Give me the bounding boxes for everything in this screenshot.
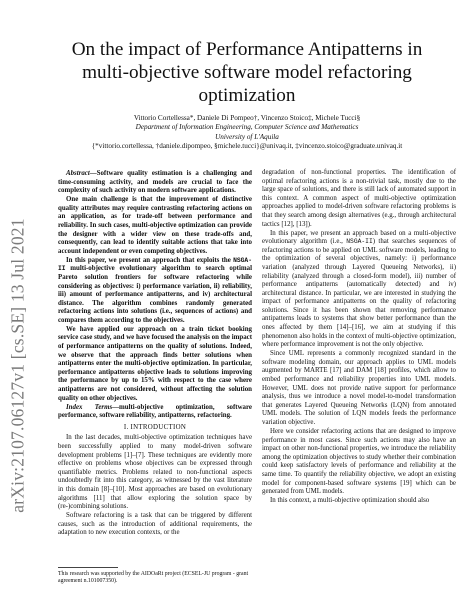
right-paragraph-1: degradation of non-functional properties. The identification of optimal refactoring actions is a non-trivial task, mostly due to the large space of solutions, and there is still lack of automated support in this context. A common aspect of multi-objective optimization approaches applied to model-driven software refactoring problems is that they search among design alternatives (e.g., through architectural tactics [12], [13]).	[262, 169, 456, 228]
abstract-p4: We have applied our approach on a train ticket booking service case study, and we have focused the analysis on the impact of performance antipatterns on the quality of solutions. Indeed, we observe that the approach finds better solutions when antipatterns enter the multi-objective optimization. In particular, performance antipatterns objective leads to solutions improving the performance by up to 15% with respect to the case where antipatterns are not considered, without affecting the solution quality on other objectives.	[58, 325, 252, 402]
arxiv-stamp	[3, 150, 33, 580]
abstract-p2: One main challenge is that the improvement of distinctive quality attributes may require contrasting refactoring actions on an application, as for trade-off between performance and reliability. In such cases, multi-objective optimization can provide the designer with a wider view on these trade-offs and, consequently, can lead to identify suitable actions that take into account independent or even competing objectives.	[58, 196, 252, 255]
abstract-p1: Abstract—Software quality estimation is a challenging and time-consuming activity, and models are crucial to face the complexity of such activity on modern software applications.	[58, 170, 252, 195]
right-paragraph-4: Here we consider refactoring actions that are designed to improve performance in most cases. Since such actions may also have an impact on other non-functional properties, we introduce the reliability among the optimization objectives to study whether their combination could keep satisfactory levels of performance and reliability at the same time. To quantify the reliability objective, we adopt an existing model for component-based software systems [19] which can be generated from UML models.	[262, 427, 456, 496]
left-column	[58, 170, 252, 538]
index-terms: Index Terms—multi-objective optimization, software performance, software reliability, antipatterns, refactoring.	[58, 403, 252, 420]
right-paragraph-2: In this paper, we present an approach based on a multi-objective evolutionary algorithm (i.e., NSGA-II) that searches sequences of refactoring actions to be applied on UML software models, leading to the optimization of several objectives, namely: i) performance variation (analyzed through Layered Queueing Networks), ii) reliability (analyzed through a closed-form model), iii) number of performance antipatterns (automatically detected) and iv) architectural distance. In particular, we are interested in studying the impact of performance antipatterns on the quality of refactoring solutions. Since it has been shown that removing performance antipatterns leads to systems that show better performance than the ones affected by them [14]–[16], we aim at studying if this phenomenon also holds in the context of multi-objective optimization, where performance improvement is not the only objective.	[262, 229, 456, 349]
author-block	[40, 114, 454, 152]
algorithm-name-2: NSGA-II	[346, 238, 373, 246]
footnote-rule	[58, 567, 118, 568]
abstract-label: Abstract	[66, 170, 90, 177]
arxiv-stamp-text: arXiv:2107.06127v1 [cs.SE] 13 Jul 2021	[7, 217, 28, 513]
index-terms-label: Index Terms	[66, 403, 113, 411]
footnote: This research was supported by the AIDOaRt project (ECSEL-JU program - grant agreement n.101007350).	[58, 571, 249, 585]
algorithm-name: NSGA-II	[58, 256, 252, 273]
author-names: Vittorio Cortellessa*, Daniele Di Pompeo†, Vincenzo Stoico‡, Michele Tucci§	[133, 114, 361, 122]
intro-paragraph-2: Software refactoring is a task that can be triggered by different causes, such as the introduction of additional requirements, the adaptation to new execution contexts, or the	[58, 512, 252, 537]
author-department: Department of Information Engineering, Computer Science and Mathematics	[135, 123, 359, 132]
right-column	[262, 169, 456, 506]
author-emails: {*vittorio.cortellessa, †daniele.dipompeo, §michele.tucci}@univaq.it, ‡vincenzo.stoico@graduate.univaq.it	[91, 142, 403, 151]
right-paragraph-5: In this context, a multi-objective optimization should also	[270, 497, 430, 505]
paper-title: On the impact of Performance Antipatterns in multi-objective software model refactoring optimization	[71, 39, 423, 106]
right-paragraph-3: Since UML represents a commonly recognized standard in the software modeling domain, our approach applies to UML models augmented by MARTE [17] and DAM [18] profiles, which allow to embed performance and reliability properties into UML models. However, UML does not provide native support for performance analysis, thus we introduce a novel model-to-model transformation that generates Layered Queueing Networks (LQN) from annotated UML models. The solution of LQN models feeds the performance variation objective.	[262, 350, 456, 426]
author-university: University of L'Aquila	[215, 132, 279, 141]
section-heading-introduction: I. INTRODUCTION	[123, 423, 187, 431]
abstract-p3: In this paper, we present an approach that exploits the NSGA-II multi-objective evolutionary algorithm to search optimal Pareto solution frontiers for software refactoring while considering as objectives: i) performance variation, ii) reliability, iii) amount of performance antipatterns, and iv) architectural distance. The algorithm combines randomly generated refactoring actions into solutions (i.e., sequences of actions) and compares them according to the objectives.	[58, 256, 252, 324]
intro-paragraph-1: In the last decades, multi-objective optimization techniques have been successfully applied to many model-driven software development problems [1]–[7]. These techniques are evidently more effective on problems whose objectives can be expressed through quantifiable metrics. Problems related to non-functional aspects undoubtedly fit into this category, as witnessed by the vast literature in this domain [8]–[10]. Most approaches are based on evolutionary algorithms [11] that allow exploring the solution space by (re-)combining solutions.	[58, 434, 252, 511]
